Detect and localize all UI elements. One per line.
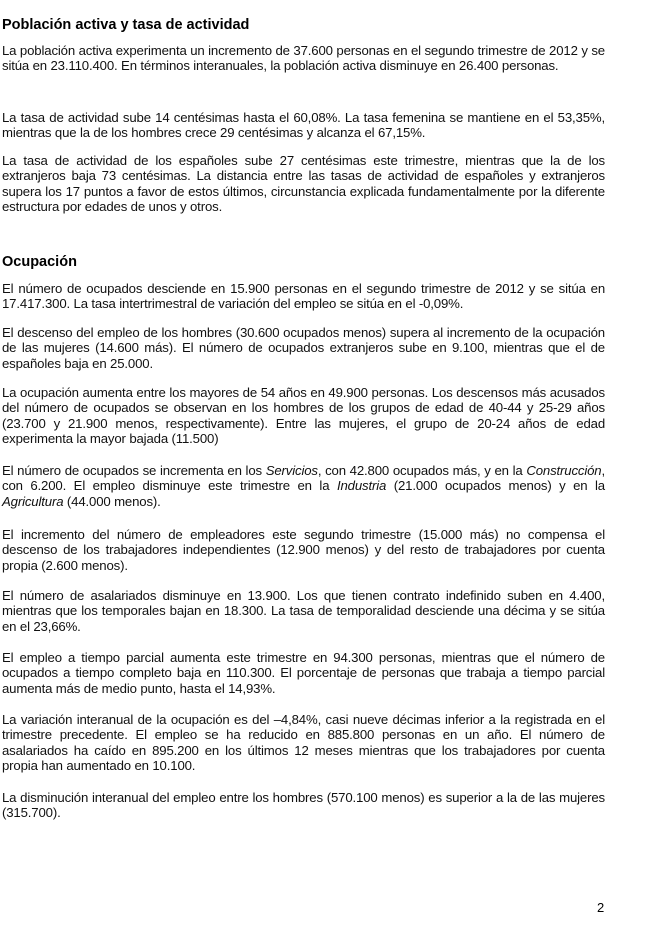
text-run: , con 6.200. El empleo disminuye este trimestre en la xyxy=(2,463,606,494)
section-heading-poblacion-activa: Población activa y tasa de actividad xyxy=(2,17,250,33)
paragraph: La población activa experimenta un incremento de 37.600 personas en el segundo trimestre de 2012 y se sitúa en 23.110.400. En términos interanuales, la población activa disminuye en 26.400 personas. xyxy=(2,43,605,74)
paragraph: El incremento del número de empleadores este segundo trimestre (15.000 más) no compensa el descenso de los trabajadores independientes (12.900 menos) y del resto de trabajadores por cuenta propia (2.600 menos). xyxy=(2,527,605,573)
section-heading-ocupacion: Ocupación xyxy=(2,254,77,270)
paragraph: El empleo a tiempo parcial aumenta este trimestre en 94.300 personas, mientras que el número de ocupados a tiempo completo baja en 110.300. El porcentaje de personas que trabaja a tiempo parcial aumenta más de medio punto, hasta el 14,93%. xyxy=(2,650,605,696)
text-run: (44.000 menos). xyxy=(63,493,161,509)
paragraph: La tasa de actividad de los españoles sube 27 centésimas este trimestre, mientras que la de los extranjeros baja 73 centésimas. La distancia entre las tasas de actividad de españoles y extranjeros supera los 17 puntos a favor de estos últimos, circunstancia explicada fundamentalmente por la diferente estructura por edades de unos y otros. xyxy=(2,153,605,214)
paragraph: La tasa de actividad sube 14 centésimas hasta el 60,08%. La tasa femenina se mantiene en el 53,35%, mientras que la de los hombres crece 29 centésimas y alcanza el 67,15%. xyxy=(2,110,605,141)
paragraph: El número de ocupados desciende en 15.900 personas en el segundo trimestre de 2012 y se sitúa en 17.417.300. La tasa intertrimestral de variación del empleo se sitúa en el -0,09%. xyxy=(2,281,605,312)
italic-term-agricultura: Agricultura xyxy=(2,493,64,509)
text-run: , con 42.800 ocupados más, y en la xyxy=(317,463,527,478)
paragraph-sectors xyxy=(2,463,605,509)
italic-term-construccion: Construcción xyxy=(526,463,602,478)
text-run: El número de ocupados se incrementa en los xyxy=(2,463,266,478)
page-number: 2 xyxy=(597,900,605,915)
paragraph: La disminución interanual del empleo entre los hombres (570.100 menos) es superior a la de las mujeres (315.700). xyxy=(2,790,605,821)
paragraph: El descenso del empleo de los hombres (30.600 ocupados menos) supera al incremento de la ocupación de las mujeres (14.600 más). El número de ocupados extranjeros sube en 9.100, mientras que el de españoles baja en 25.000. xyxy=(2,325,605,371)
paragraph: La variación interanual de la ocupación es del –4,84%, casi nueve décimas inferior a la registrada en el trimestre precedente. El empleo se ha reducido en 885.800 personas en un año. El número de asalariados ha caído en 895.200 en los últimos 12 meses mientras que los trabajadores por cuenta propia han aumentado en 10.100. xyxy=(2,712,605,773)
text-run: (21.000 ocupados menos) y en la xyxy=(386,478,605,494)
paragraph: El número de asalariados disminuye en 13.900. Los que tienen contrato indefinido suben en 4.400, mientras que los temporales bajan en 18.300. La tasa de temporalidad desciende una décima y se sitúa en el 23,66%. xyxy=(2,588,605,634)
italic-term-industria: Industria xyxy=(336,478,387,494)
paragraph: La ocupación aumenta entre los mayores de 54 años en 49.900 personas. Los descensos más acusados del número de ocupados se observan en los hombres de los grupos de edad de 40-44 y 25-29 años (23.700 y 21.900 menos, respectivamente). Entre las mujeres, el grupo de 20-24 años de edad experimenta la mayor bajada (11.500) xyxy=(2,385,605,446)
italic-term-servicios: Servicios xyxy=(265,463,318,478)
